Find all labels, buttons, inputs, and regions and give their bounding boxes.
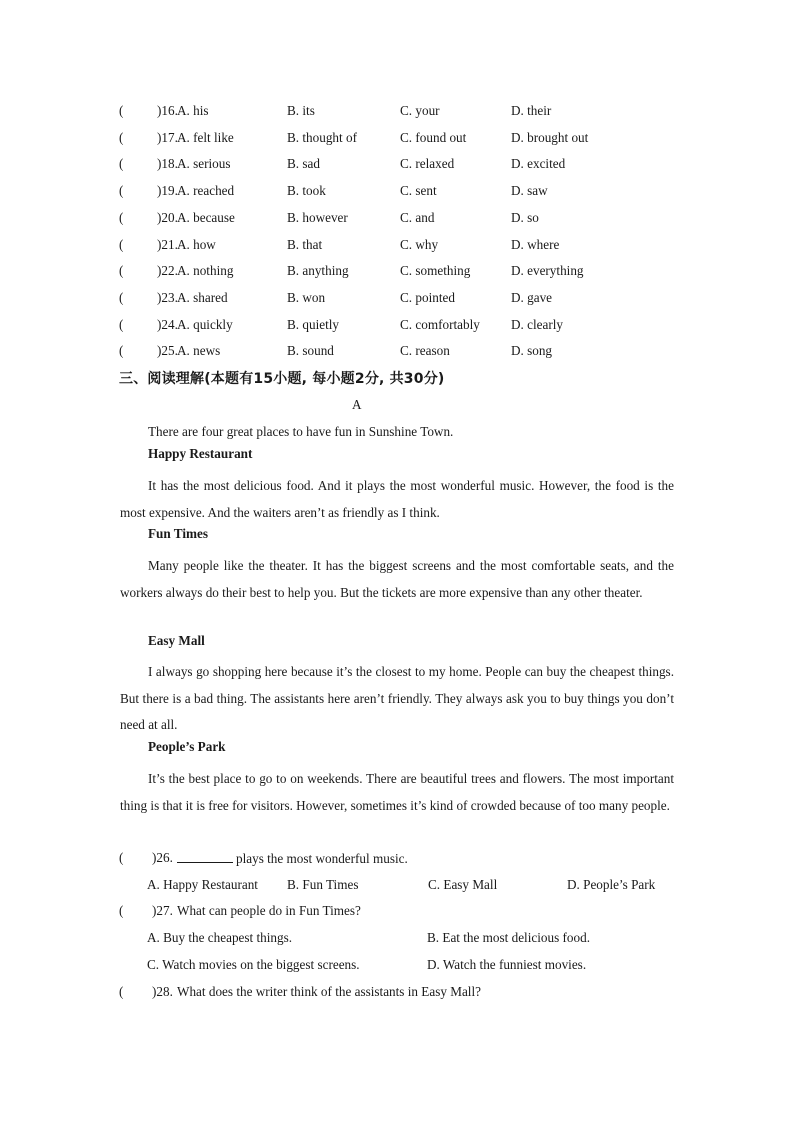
option-a[interactable]: A. shared (177, 289, 228, 305)
answer-blank[interactable] (177, 850, 233, 863)
option-a[interactable]: A. nothing (177, 263, 234, 279)
option-c[interactable]: C. reason (400, 343, 450, 359)
option-c[interactable]: C. and (400, 209, 435, 225)
question-text: What can people do in Fun Times? (177, 903, 361, 918)
answer-paren-open: ( (119, 236, 124, 252)
cloze-option-row (119, 317, 679, 337)
option-c[interactable]: C. pointed (400, 289, 455, 305)
question-number: )17. (157, 129, 178, 145)
option-b[interactable]: B. its (287, 103, 315, 118)
option-d[interactable]: D. so (511, 209, 539, 225)
option-a[interactable]: A. felt like (177, 129, 234, 145)
option-d[interactable]: D. where (511, 236, 560, 252)
option-a[interactable]: A. news (177, 343, 221, 359)
option-c[interactable]: C. your (400, 103, 440, 118)
option-b[interactable]: B. anything (287, 263, 349, 279)
section-title: 三、阅读理解(本题有15小题, 每小题2分, 共30分) (119, 371, 445, 387)
cloze-option-row (119, 130, 679, 150)
option-d[interactable]: D. everything (511, 263, 584, 279)
option-b[interactable]: B. that (287, 236, 323, 252)
option-c[interactable]: C. relaxed (400, 156, 455, 172)
choice-a[interactable]: A. Happy Restaurant (147, 877, 258, 892)
place-heading: People’s Park (148, 739, 226, 754)
answer-paren-open: ( (119, 103, 124, 118)
answer-paren-open: ( (119, 183, 124, 199)
answer-paren-open: ( (119, 129, 124, 145)
choice-c[interactable]: C. Easy Mall (428, 877, 498, 892)
question-number: )20. (157, 209, 178, 225)
place-text: Many people like the theater. It has the biggest screens and the most comfortable seats, and the workers always do their best to help you. But the tickets are more expensive than any other theater. (120, 558, 674, 600)
option-a[interactable]: A. because (177, 209, 235, 225)
place-text: It has the most delicious food. And it plays the most wonderful music. However, the food is the most expensive. And the waiters aren’t as friendly as I think. (120, 478, 674, 520)
place-paragraph (120, 659, 674, 739)
question-number: )21. (157, 236, 178, 252)
answer-paren-open: ( (119, 156, 124, 172)
option-d[interactable]: D. saw (511, 183, 548, 199)
answer-paren-open: ( (119, 316, 124, 332)
option-b[interactable]: B. thought of (287, 129, 357, 145)
place-paragraph (120, 766, 674, 819)
option-a[interactable]: A. serious (177, 156, 231, 172)
option-b[interactable]: B. sound (287, 343, 334, 359)
option-b[interactable]: B. sad (287, 156, 320, 172)
cloze-option-row (119, 263, 679, 283)
option-c[interactable]: C. sent (400, 183, 437, 199)
answer-paren-open: ( (119, 263, 124, 279)
choice-b[interactable]: B. Eat the most delicious food. (427, 930, 590, 945)
option-d[interactable]: D. song (511, 343, 553, 359)
cloze-option-row (119, 343, 679, 363)
option-a[interactable]: A. how (177, 236, 216, 252)
option-d[interactable]: D. excited (511, 156, 566, 172)
choice-c[interactable]: C. Watch movies on the biggest screens. (147, 957, 360, 972)
option-c[interactable]: C. why (400, 236, 439, 252)
cloze-option-row (119, 156, 679, 176)
option-a[interactable]: A. quickly (177, 316, 233, 332)
answer-paren-open: ( (119, 209, 124, 225)
choice-b[interactable]: B. Fun Times (287, 877, 359, 892)
answer-paren-open: ( (119, 850, 124, 865)
place-heading: Easy Mall (148, 633, 205, 648)
question-number: )18. (157, 156, 178, 172)
cloze-option-row (119, 103, 679, 123)
option-c[interactable]: C. found out (400, 129, 467, 145)
option-a[interactable]: A. his (177, 103, 209, 118)
question-number: )19. (157, 183, 178, 199)
intro-text: There are four great places to have fun in Sunshine Town. (148, 424, 454, 439)
passage-label: A (352, 397, 362, 412)
option-a[interactable]: A. reached (177, 183, 235, 199)
cloze-option-row (119, 237, 679, 257)
question-number: )24. (157, 316, 178, 332)
cloze-option-row (119, 183, 679, 203)
question-number: )22. (157, 263, 178, 279)
option-d[interactable]: D. gave (511, 289, 553, 305)
question-number: )26. (152, 850, 173, 865)
place-text: It’s the best place to go to on weekends. There are beautiful trees and flowers. The most important thing is that it is free for visitors. However, sometimes it’s kind of crowded because of too many people. (120, 771, 674, 813)
place-paragraph (120, 553, 674, 606)
intro-paragraph (120, 419, 674, 446)
option-c[interactable]: C. something (400, 263, 471, 279)
option-d[interactable]: D. brought out (511, 129, 589, 145)
answer-paren-open: ( (119, 343, 124, 359)
choice-d[interactable]: D. Watch the funniest movies. (427, 957, 587, 972)
option-d[interactable]: D. their (511, 103, 552, 118)
place-heading: Fun Times (148, 526, 208, 541)
question-number: )23. (157, 289, 178, 305)
answer-paren-open: ( (119, 903, 124, 918)
option-b[interactable]: B. quietly (287, 316, 340, 332)
option-c[interactable]: C. comfortably (400, 316, 480, 332)
question-number: )25. (157, 343, 178, 359)
question-number: )16. (157, 103, 178, 118)
place-heading: Happy Restaurant (148, 446, 253, 461)
choice-a[interactable]: A. Buy the cheapest things. (147, 930, 293, 945)
option-b[interactable]: B. won (287, 289, 326, 305)
question-number: )27. (152, 903, 173, 918)
option-b[interactable]: B. took (287, 183, 326, 199)
option-b[interactable]: B. however (287, 209, 348, 225)
question-number: )28. (152, 984, 173, 999)
cloze-option-row (119, 210, 679, 230)
answer-paren-open: ( (119, 984, 124, 999)
choice-d[interactable]: D. People’s Park (567, 877, 656, 892)
place-text: I always go shopping here because it’s the closest to my home. People can buy the cheapest things. But there is a bad thing. The assistants here aren’t friendly. They always ask you to buy things you don’t need at all. (120, 664, 674, 733)
question-text-body: plays the most wonderful music. (236, 851, 408, 866)
option-d[interactable]: D. clearly (511, 316, 563, 332)
cloze-option-row (119, 290, 679, 310)
question-text: What does the writer think of the assistants in Easy Mall? (177, 984, 481, 999)
place-paragraph (120, 473, 674, 526)
answer-paren-open: ( (119, 289, 124, 305)
question-text (177, 850, 408, 867)
